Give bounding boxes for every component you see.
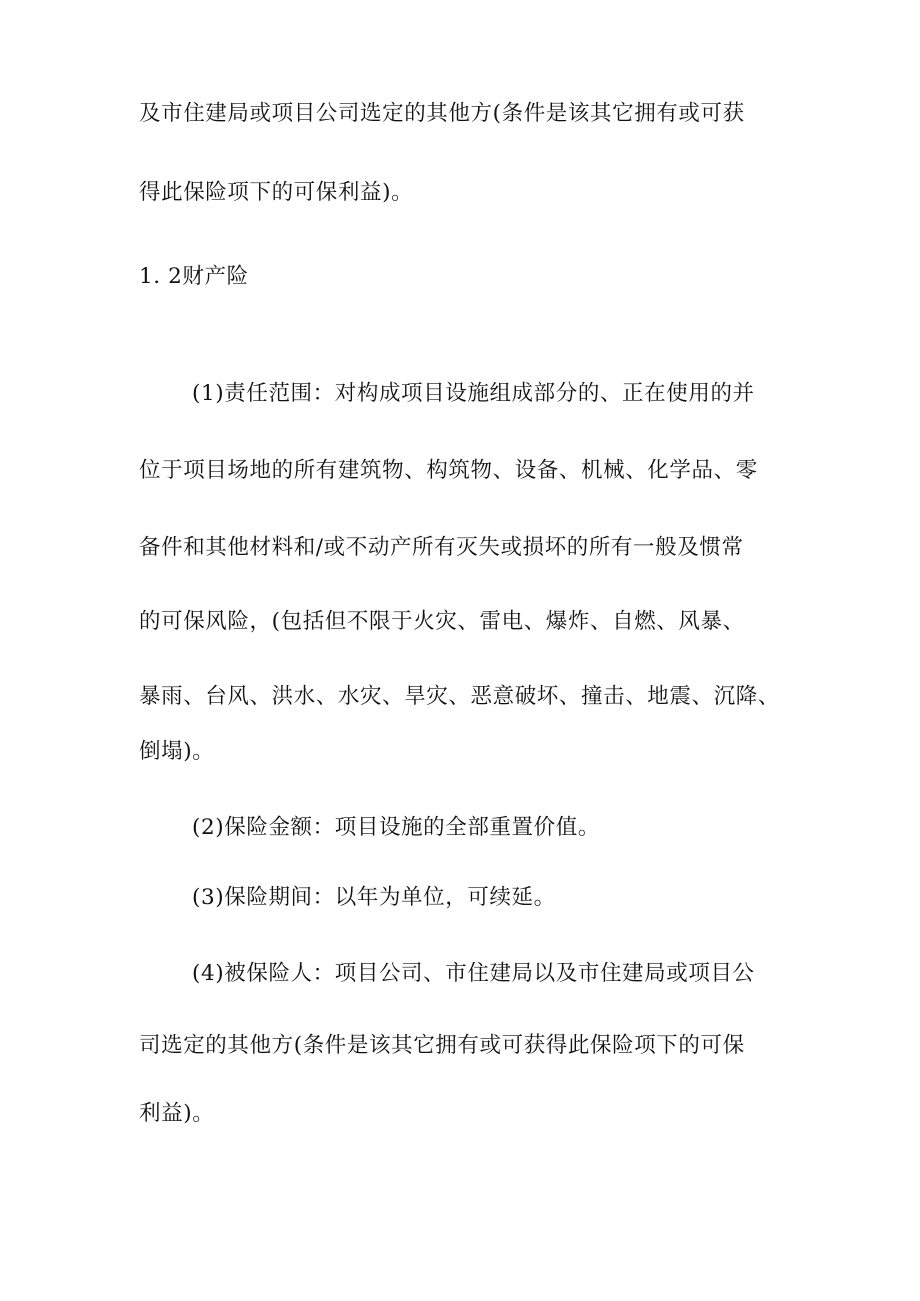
text-line: 司选定的其他方(条件是该其它拥有或可获得此保险项下的可保 bbox=[139, 1033, 745, 1058]
section-heading: 1. 2财产险 bbox=[139, 264, 249, 289]
text-line: 备件和其他材料和/或不动产所有灭失或损坏的所有一般及惯常 bbox=[139, 535, 744, 560]
text-line: (1)责任范围：对构成项目设施组成部分的、正在使用的并 bbox=[192, 381, 755, 406]
text-line: 位于项目场地的所有建筑物、构筑物、设备、机械、化学品、零 bbox=[139, 458, 758, 483]
text-line: 得此保险项下的可保利益)。 bbox=[139, 180, 414, 205]
text-line: 暴雨、台风、洪水、水灾、旱灾、恶意破坏、撞击、地震、沉降、 bbox=[139, 684, 780, 709]
text-line: (3)保险期间：以年为单位，可续延。 bbox=[192, 885, 556, 910]
text-line: (2)保险金额：项目设施的全部重置价值。 bbox=[192, 815, 600, 840]
text-line: 利益)。 bbox=[139, 1101, 215, 1126]
text-line: (4)被保险人：项目公司、市住建局以及市住建局或项目公 bbox=[192, 961, 755, 986]
text-line: 及市住建局或项目公司选定的其他方(条件是该其它拥有或可获 bbox=[139, 101, 745, 126]
text-line: 倒塌)。 bbox=[139, 739, 215, 764]
text-line: 的可保风险，(包括但不限于火灾、雷电、爆炸、自燃、风暴、 bbox=[139, 609, 745, 634]
